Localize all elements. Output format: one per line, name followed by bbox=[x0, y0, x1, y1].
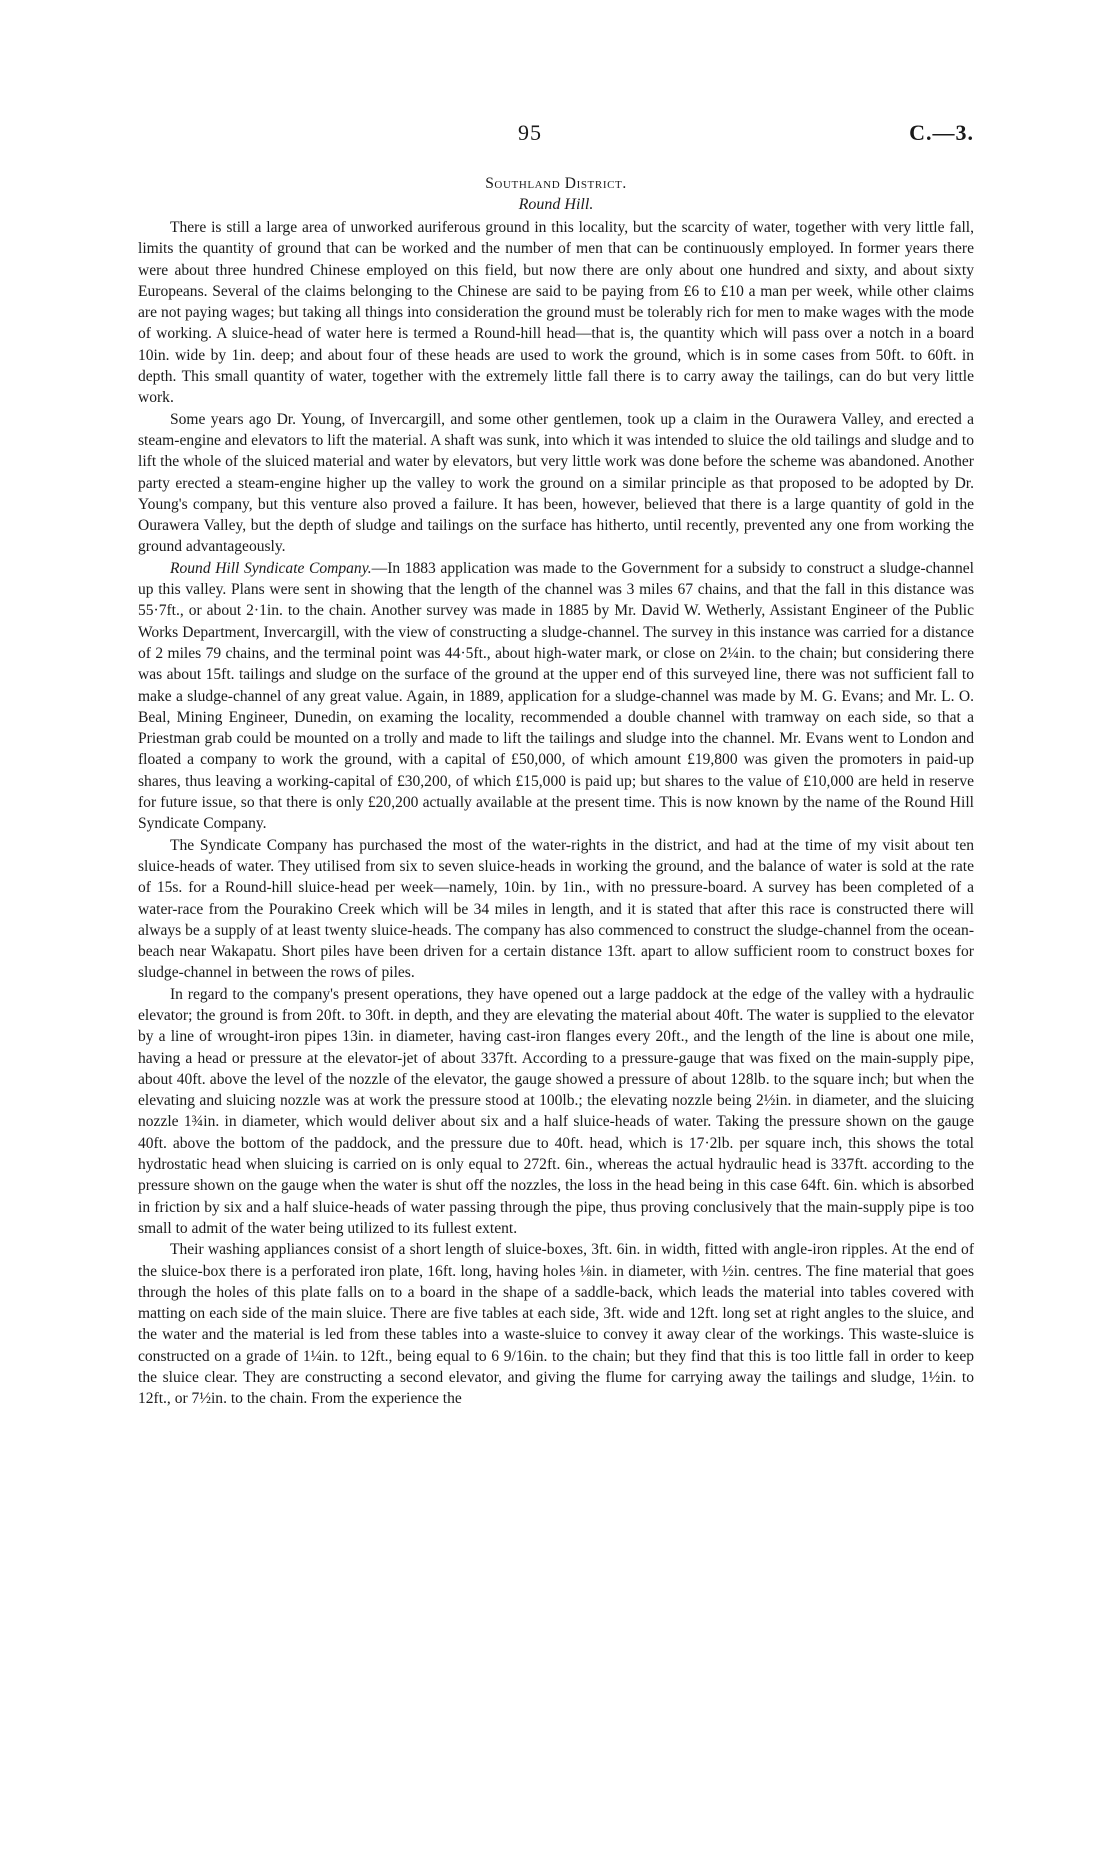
paragraph bbox=[138, 409, 974, 558]
section-title: Southland District. bbox=[485, 175, 627, 192]
paragraph-heading: Round Hill Syndicate Company. bbox=[170, 559, 372, 577]
paragraph-text: Their washing appliances consist of a short length of sluice-boxes, 3ft. 6in. in width, fitted with angle-iron ripples. At the end of the sluice-box there is a perforated iron plate, 16ft. long, having holes ⅛in. in diameter, with ½in. centres. The fine material that goes through the holes of this plate falls on to a board in the shape of a saddle-back, which leads the material into tables covered with matting on each side of the main sluice. There are five tables at each side, 3ft. wide and 12ft. long set at right angles to the sluice, and the water and the material is led from these tables into a waste-sluice to convey it away clear of the workings. This waste-sluice is constructed on a grade of 1¼in. to 12ft., being equal to 6 9/16in. to the chain; but they find that this is too little fall in order to keep the sluice clear. They are constructing a second elevator, and giving the flume for carrying away the tailings and sludge, 1½in. to 12ft., or 7½in. to the chain. From the experience the bbox=[138, 1241, 974, 1408]
paragraph-text: —In 1883 application was made to the Government for a subsidy to construct a sludge-channel up this valley. Plans were sent in showing that the length of the channel was 3 miles 67 chains, and that the fall in this distance was 55·7ft., or about 2·1in. to the chain. Another survey was made in 1885 by Mr. David W. Wetherly, Assistant Engineer of the Public Works Department, Invercargill, with the view of constructing a sludge-channel. The survey in this instance was carried for a distance of 2 miles 79 chains, and the terminal point was 44·5ft., about high-water mark, or close on 2¼in. to the chain; but considering there was about 15ft. tailings and sludge on the surface of the ground at the upper end of this surveyed line, there was not sufficient fall to make a sludge-channel of any great value. Again, in 1889, application for a sludge-channel was made by M. G. Evans; and Mr. L. O. Beal, Mining Engineer, Dunedin, on examing the locality, recommended a double channel with tramway on each side, so that a Priestman grab could be mounted on a trolly and made to lift the tailings and sludge into the channel. Mr. Evans went to London and floated a company to work the ground, with a capital of £50,000, of which amount £19,800 was given the promoters in paid-up shares, thus leaving a working-capital of £30,200, of which £15,000 is paid up; but shares to the value of £10,000 are held in reserve for future issue, so that there is only £20,200 actually available at the present time. This is now known by the name of the Round Hill Syndicate Company. bbox=[138, 559, 974, 833]
page-number: 95 bbox=[518, 120, 542, 145]
paragraph bbox=[138, 1239, 974, 1409]
document-reference: C.—3. bbox=[909, 120, 974, 145]
paragraph-text: There is still a large area of unworked auriferous ground in this locality, but the scarcity of water, together with very little fall, limits the quantity of ground that can be worked and the number of men that can be continuously employed. In former years there were about three hundred Chinese employed on this field, but now there are only about one hundred and sixty, and about sixty Europeans. Several of the claims belonging to the Chinese are said to be paying from £6 to £10 a man per week, while other claims are not paying wages; but taking all things into consideration the ground must be tolerably rich for men to make wages with the mode of working. A sluice-head of water here is termed a Round-hill head—that is, the quantity which will pass over a notch in a board 10in. wide by 1in. deep; and about four of these heads are used to work the ground, which is in some cases from 50ft. to 60ft. in depth. This small quantity of water, together with the extremely little fall there is to carry away the tailings, can do but very little work. bbox=[138, 219, 974, 407]
paragraph bbox=[138, 558, 974, 835]
section-subtitle: Round Hill. bbox=[518, 196, 594, 213]
paragraph bbox=[138, 835, 974, 984]
paragraph-text: In regard to the company's present operations, they have opened out a large paddock at the edge of the valley with a hydraulic elevator; the ground is from 20ft. to 30ft. in depth, and they are elevating the material about 40ft. The water is supplied to the elevator by a line of wrought-iron pipes 13in. in diameter, having cast-iron flanges every 20ft., and the length of the line is about one mile, having a head or pressure at the elevator-jet of about 337ft. According to a pressure-gauge that was fixed on the main-supply pipe, about 40ft. above the level of the nozzle of the elevator, the gauge showed a pressure of about 128lb. to the square inch; but when the elevating and sluicing nozzle was at work the pressure stood at 100lb.; the elevating nozzle being 2½in. in diameter, and the sluicing nozzle 1¾in. in diameter, which would deliver about six and a half sluice-heads of water. Taking the pressure shown on the gauge 40ft. above the bottom of the paddock, and the pressure due to 40ft. head, which is 17·2lb. per square inch, this shows the total hydrostatic head when sluicing is carried on is only equal to 272ft. 6in., whereas the actual hydraulic head is 337ft. according to the pressure shown on the gauge when the water is shut off the nozzles, the loss in the head being in this case 64ft. 6in. which is absorbed in friction by six and a half sluice-heads of water passing through the pipe, thus proving conclusively that the main-supply pipe is too small to admit of the water being utilized to its fullest extent. bbox=[138, 985, 974, 1237]
paragraph-text: Some years ago Dr. Young, of Invercargill, and some other gentlemen, took up a claim in the Ourawera Valley, and erected a steam-engine and elevators to lift the material. A shaft was sunk, into which it was intended to sluice the old tailings and sludge and to lift the whole of the sluiced material and water by elevators, but very little work was done before the scheme was abandoned. Another party erected a steam-engine higher up the valley to work the ground on a similar principle as that proposed to be adopted by Dr. Young's company, but this venture also proved a failure. It has been, however, believed that there is a large quantity of gold in the Ourawera Valley, but the depth of sludge and tailings on the surface has hitherto, until recently, prevented any one from working the ground advantageously. bbox=[138, 410, 974, 556]
paragraph bbox=[138, 217, 974, 409]
document-page bbox=[138, 120, 974, 1410]
paragraph-text: The Syndicate Company has purchased the most of the water-rights in the district, and had at the time of my visit about ten sluice-heads of water. They utilised from six to seven sluice-heads in working the ground, and the balance of water is sold at the rate of 15s. for a Round-hill sluice-head per week—namely, 10in. by 1in., with no pressure-board. A survey has been completed of a water-race from the Pourakino Creek which will be 34 miles in length, and it is stated that after this race is constructed there will always be a supply of at least twenty sluice-heads. The company has also commenced to construct the sludge-channel from the ocean-beach near Wakapatu. Short piles have been driven for a certain distance 13ft. apart to allow sufficient room to construct boxes for sludge-channel in between the rows of piles. bbox=[138, 836, 974, 982]
page-header bbox=[138, 120, 974, 160]
paragraph bbox=[138, 984, 974, 1240]
